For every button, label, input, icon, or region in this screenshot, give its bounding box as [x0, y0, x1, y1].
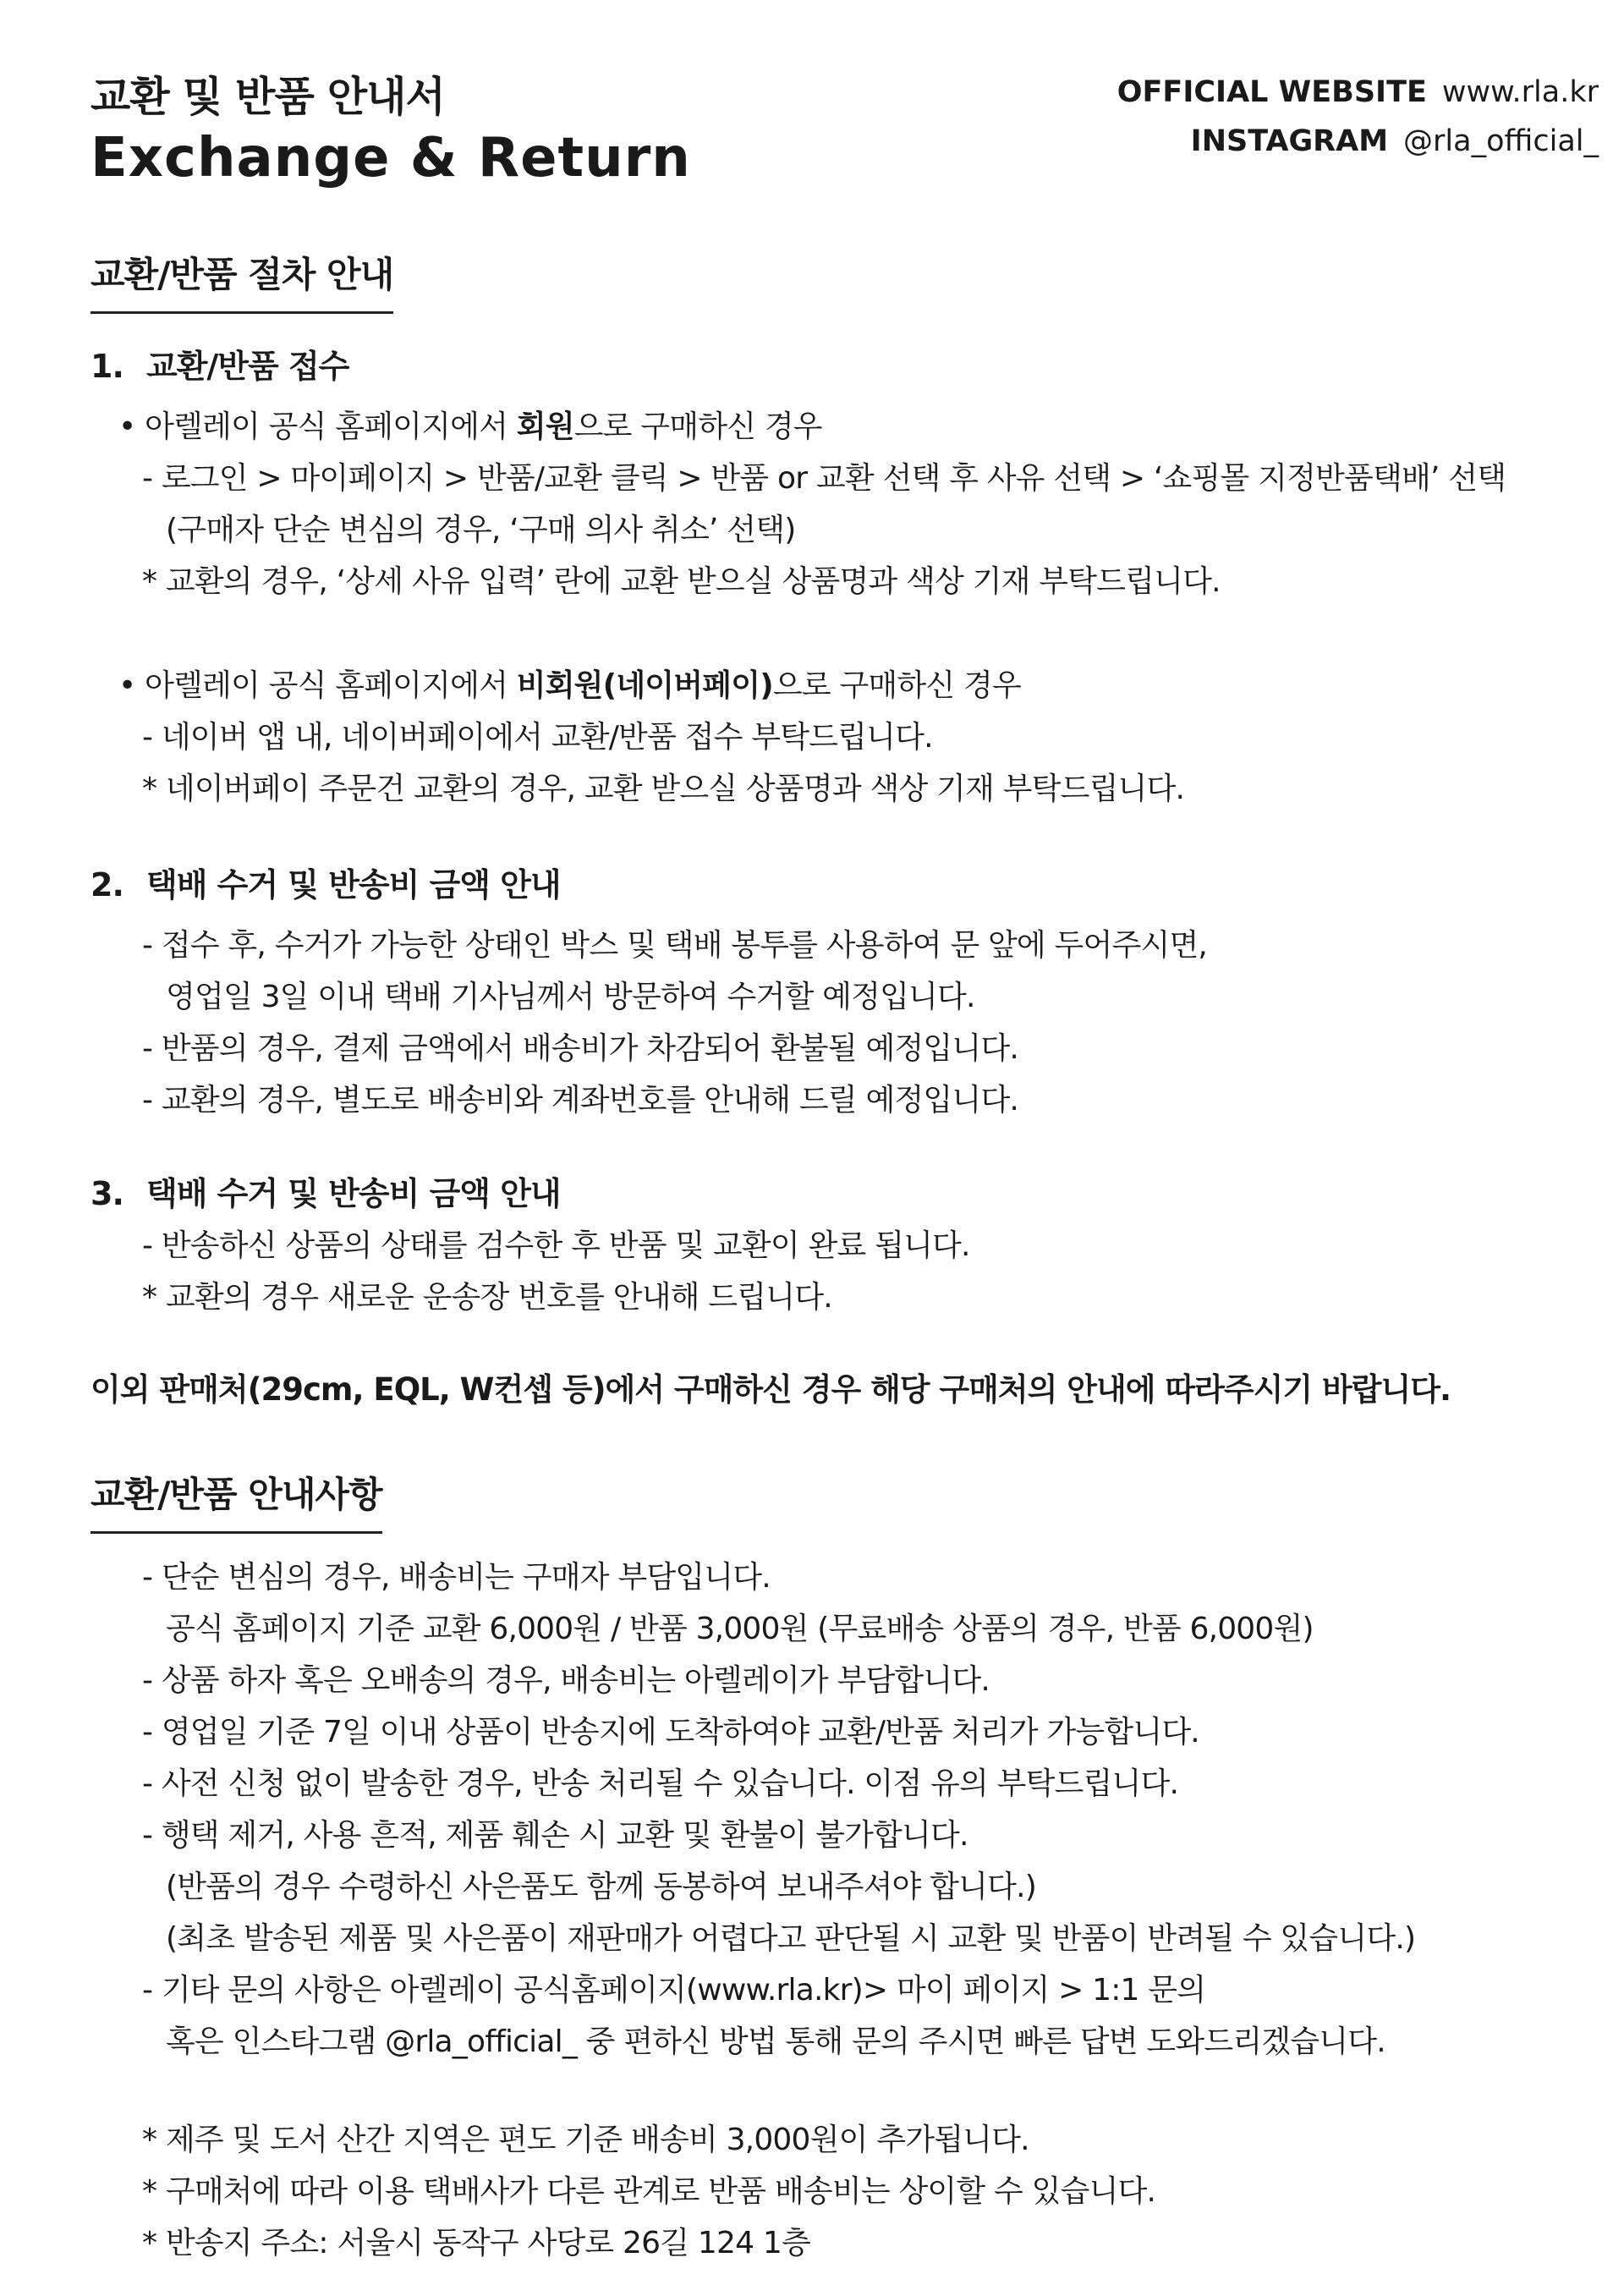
instagram-row: [1117, 117, 1599, 166]
step2-heading: [91, 859, 561, 905]
other-sellers-note: 이외 판매처(29cm, EQL, W컨셉 등)에서 구매하신 경우 해당 구매처의 안내에 따라주시기 바랍니다.: [91, 1371, 1451, 1408]
step2-line-3: - 반품의 경우, 결제 금액에서 배송비가 차감되어 환불될 예정입니다.: [142, 1031, 1018, 1066]
step1-heading: [91, 340, 348, 387]
document-title-english: Exchange & Return: [91, 127, 691, 190]
member-procedure-note: (구매자 단순 변심의 경우, ‘구매 의사 취소’ 선택): [166, 513, 796, 547]
notices-section-heading: 교환/반품 안내사항: [91, 1467, 382, 1534]
guest-procedure-line: - 네이버 앱 내, 네이버페이에서 교환/반품 접수 부탁드립니다.: [142, 720, 933, 755]
step1-title: 교환/반품 접수: [146, 348, 349, 385]
footnote-2: * 구매처에 따라 이용 택배사가 다른 관계로 반품 배송비는 상이할 수 있습니다.: [142, 2174, 1156, 2209]
notice-line-3: - 상품 하자 혹은 오배송의 경우, 배송비는 아렐레이가 부담합니다.: [142, 1663, 990, 1698]
notice-line-7: (반품의 경우 수령하신 사은품도 함께 동봉하여 보내주셔야 합니다.): [166, 1870, 1036, 1904]
notice-line-10: 혹은 인스타그램 @rla_official_ 중 편하신 방법 통해 문의 주시면 빠른 답변 도와드리겠습니다.: [166, 2024, 1385, 2059]
footnote-1: * 제주 및 도서 산간 지역은 편도 기준 배송비 3,000원이 추가됩니다.: [142, 2123, 1029, 2157]
instagram-label: INSTAGRAM: [1190, 124, 1389, 158]
procedure-section-heading: 교환/반품 절차 안내: [91, 247, 393, 314]
member-bullet-text-a: • 아렐레이 공식 홈페이지에서: [118, 409, 517, 444]
notice-line-1: - 단순 변심의 경우, 배송비는 구매자 부담입니다.: [142, 1560, 771, 1595]
notice-line-2: 공식 홈페이지 기준 교환 6,000원 / 반품 3,000원 (무료배송 상품의 경우, 반품 6,000원): [166, 1612, 1314, 1646]
step2-title: 택배 수거 및 반송비 금액 안내: [146, 866, 561, 904]
step2-number: 2.: [91, 866, 123, 904]
website-row: [1117, 68, 1599, 117]
website-url: www.rla.kr: [1441, 75, 1599, 109]
step3-number: 3.: [91, 1175, 123, 1212]
member-bullet-emphasis: 회원: [516, 409, 574, 444]
guest-purchase-bullet: [118, 662, 1021, 705]
document-title-korean: 교환 및 반품 안내서: [91, 73, 445, 121]
step3-line-2: * 교환의 경우 새로운 운송장 번호를 안내해 드립니다.: [142, 1280, 832, 1315]
instagram-handle: @rla_official_: [1403, 124, 1599, 158]
member-exchange-note: * 교환의 경우, ‘상세 사유 입력’ 란에 교환 받으실 상품명과 색상 기재 부탁드립니다.: [142, 564, 1221, 599]
member-procedure-line: - 로그인 > 마이페이지 > 반품/교환 클릭 > 반품 or 교환 선택 후 사유 선택 > ‘쇼핑몰 지정반품택배’ 선택: [142, 461, 1506, 496]
step3-heading: [91, 1167, 561, 1214]
step2-line-1: - 접수 후, 수거가 가능한 상태인 박스 및 택배 봉투를 사용하여 문 앞에 두어주시면,: [142, 928, 1208, 963]
member-purchase-bullet: [118, 403, 822, 446]
return-address-footnote: * 반송지 주소: 서울시 동작구 사당로 26길 124 1층: [142, 2226, 810, 2260]
notice-line-8: (최초 발송된 제품 및 사은품이 재판매가 어렵다고 판단될 시 교환 및 반품이 반려될 수 있습니다.): [166, 1921, 1416, 1956]
step3-line-1: - 반송하신 상품의 상태를 검수한 후 반품 및 교환이 완료 됩니다.: [142, 1228, 970, 1263]
step2-line-2: 영업일 3일 이내 택배 기사님께서 방문하여 수거할 예정입니다.: [166, 980, 975, 1014]
notice-line-4: - 영업일 기준 7일 이내 상품이 반송지에 도착하여야 교환/반품 처리가 가능합니다.: [142, 1715, 1199, 1749]
notice-line-6: - 행택 제거, 사용 흔적, 제품 훼손 시 교환 및 환불이 불가합니다.: [142, 1818, 968, 1853]
notice-line-5: - 사전 신청 없이 발송한 경우, 반송 처리될 수 있습니다. 이점 유의 부탁드립니다.: [142, 1766, 1179, 1801]
notice-line-9: - 기타 문의 사항은 아렐레이 공식홈페이지(www.rla.kr)> 마이 페이지 > 1:1 문의: [142, 1973, 1206, 2008]
website-label: OFFICIAL WEBSITE: [1116, 75, 1427, 109]
step1-number: 1.: [91, 348, 123, 385]
step3-title: 택배 수거 및 반송비 금액 안내: [146, 1175, 561, 1212]
member-bullet-text-c: 으로 구매하신 경우: [573, 409, 822, 444]
step2-line-4: - 교환의 경우, 별도로 배송비와 계좌번호를 안내해 드릴 예정입니다.: [142, 1083, 1018, 1118]
guest-bullet-text-a: • 아렐레이 공식 홈페이지에서: [118, 668, 517, 703]
guest-bullet-text-c: 으로 구매하신 경우: [772, 668, 1021, 703]
guest-bullet-emphasis: 비회원(네이버페이): [516, 668, 773, 703]
contact-info: [1117, 68, 1599, 166]
guest-exchange-note: * 네이버페이 주문건 교환의 경우, 교환 받으실 상품명과 색상 기재 부탁드립니다.: [142, 772, 1185, 806]
